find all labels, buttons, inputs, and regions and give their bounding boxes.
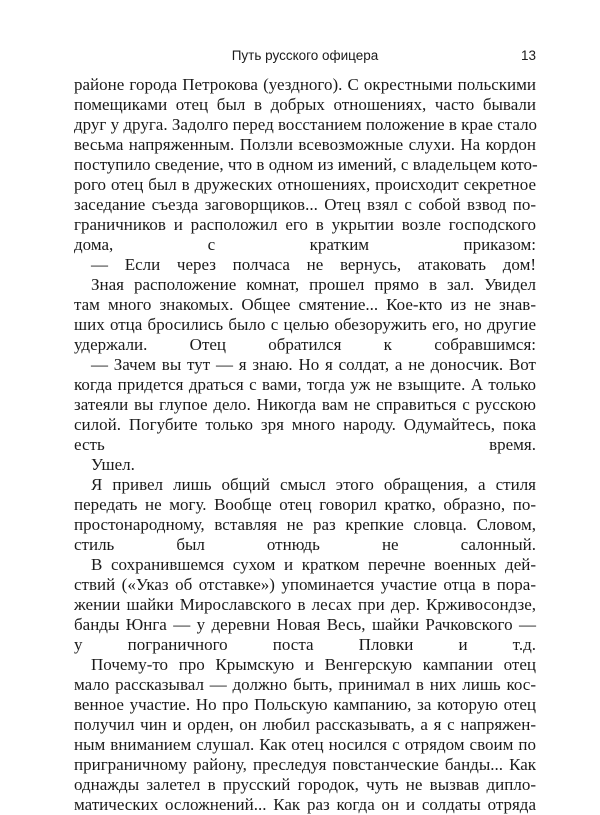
text-line: Почему-то про Крымскую и Венгерскую кампании отец	[91, 655, 536, 674]
text-line: матических осложнений... Как раз когда он и солдаты отряда	[74, 795, 536, 814]
text-line: венное участие. Но про Польскую кампанию, за которую отец	[74, 695, 536, 714]
text-line: затеяли вы глупое дело. Никогда вам не справиться с русскою	[74, 395, 536, 414]
text-line: однажды залетел в прусский городок, чуть не вызвав дипло-	[74, 775, 536, 794]
text-line: рого отец был в дружеских отношениях, происходит секретное	[74, 175, 536, 194]
text-line: ствий («Указ об отставке») упоминается участие отца в пора-	[74, 575, 536, 594]
paragraph	[74, 355, 536, 455]
text-line: — Если через полчаса не вернусь, атаковать дом!	[91, 255, 536, 274]
text-line: друг у друга. Задолго перед восстанием положение в крае стало	[74, 115, 538, 134]
text-line: получил чин и орден, он любил рассказывать, а я с напряжен-	[74, 715, 536, 734]
paragraph	[74, 455, 536, 475]
text-line: ших отца бросились было с целью обезоружить его, но другие	[74, 315, 536, 334]
text-line: когда придется драться с вами, тогда уж не взыщите. А только	[74, 375, 536, 394]
page-number: 13	[520, 48, 536, 63]
body-text	[74, 75, 536, 815]
text-line: передать не могу. Вообще отец говорил кратко, образно, по-	[74, 495, 536, 514]
text-line: приграничному району, преследуя повстанческие банды... Как	[74, 755, 536, 774]
text-line: ным вниманием слушал. Как отец носился с отрядом своим по	[74, 735, 536, 754]
running-header	[74, 48, 536, 68]
text-line: Ушел.	[91, 455, 135, 474]
paragraph	[74, 655, 536, 815]
text-line: заседание съезда заговорщиков... Отец взял с собой взвод по-	[74, 195, 536, 214]
text-line: есть время.	[74, 435, 536, 454]
text-line: районе города Петрокова (уездного). С окрестными польскими	[74, 75, 536, 94]
text-line: стиль был отнюдь не салонный.	[74, 535, 536, 554]
text-line: поступило сведение, что в одном из имений, с владельцем кото-	[74, 155, 538, 174]
text-line: банды Юнга — у деревни Новая Весь, шайки Рачковского —	[74, 615, 536, 634]
text-line: весьма напряженным. Ползли всевозможные слухи. На кордон	[74, 135, 536, 154]
text-line: Зная расположение комнат, прошел прямо в зал. Увидел	[91, 275, 536, 294]
text-line: силой. Погубите только зря много народу. Одумайтесь, пока	[74, 415, 536, 434]
text-line: там много знакомых. Общее смятение... Кое-кто из не знав-	[74, 295, 536, 314]
paragraph	[74, 75, 536, 255]
text-line: у пограничного поста Пловки и т.д.	[74, 635, 536, 654]
text-line: мало рассказывал — должно быть, принимал в них лишь кос-	[74, 675, 536, 694]
text-line: — Зачем вы тут — я знаю. Но я солдат, а не доносчик. Вот	[91, 355, 536, 374]
text-line: простонародному, вставляя не раз крепкие словца. Словом,	[74, 515, 536, 534]
paragraph	[74, 275, 536, 355]
text-line: удержали. Отец обратился к собравшимся:	[74, 335, 536, 354]
text-line: Я привел лишь общий смысл этого обращения, а стиля	[91, 475, 536, 494]
text-line: дома, с кратким приказом:	[74, 235, 536, 254]
text-line: В сохранившемся сухом и кратком перечне военных дей-	[91, 555, 536, 574]
paragraph	[74, 555, 536, 655]
text-line: жении шайки Мирославского в лесах при дер. Крживосондзе,	[74, 595, 536, 614]
text-line: помещиками отец был в добрых отношениях, часто бывали	[74, 95, 536, 114]
paragraph	[74, 475, 536, 555]
paragraph	[74, 255, 536, 275]
running-title: Путь русского офицера	[231, 48, 379, 63]
text-line: граничников и расположил его в укрытии возле господского	[74, 215, 536, 234]
